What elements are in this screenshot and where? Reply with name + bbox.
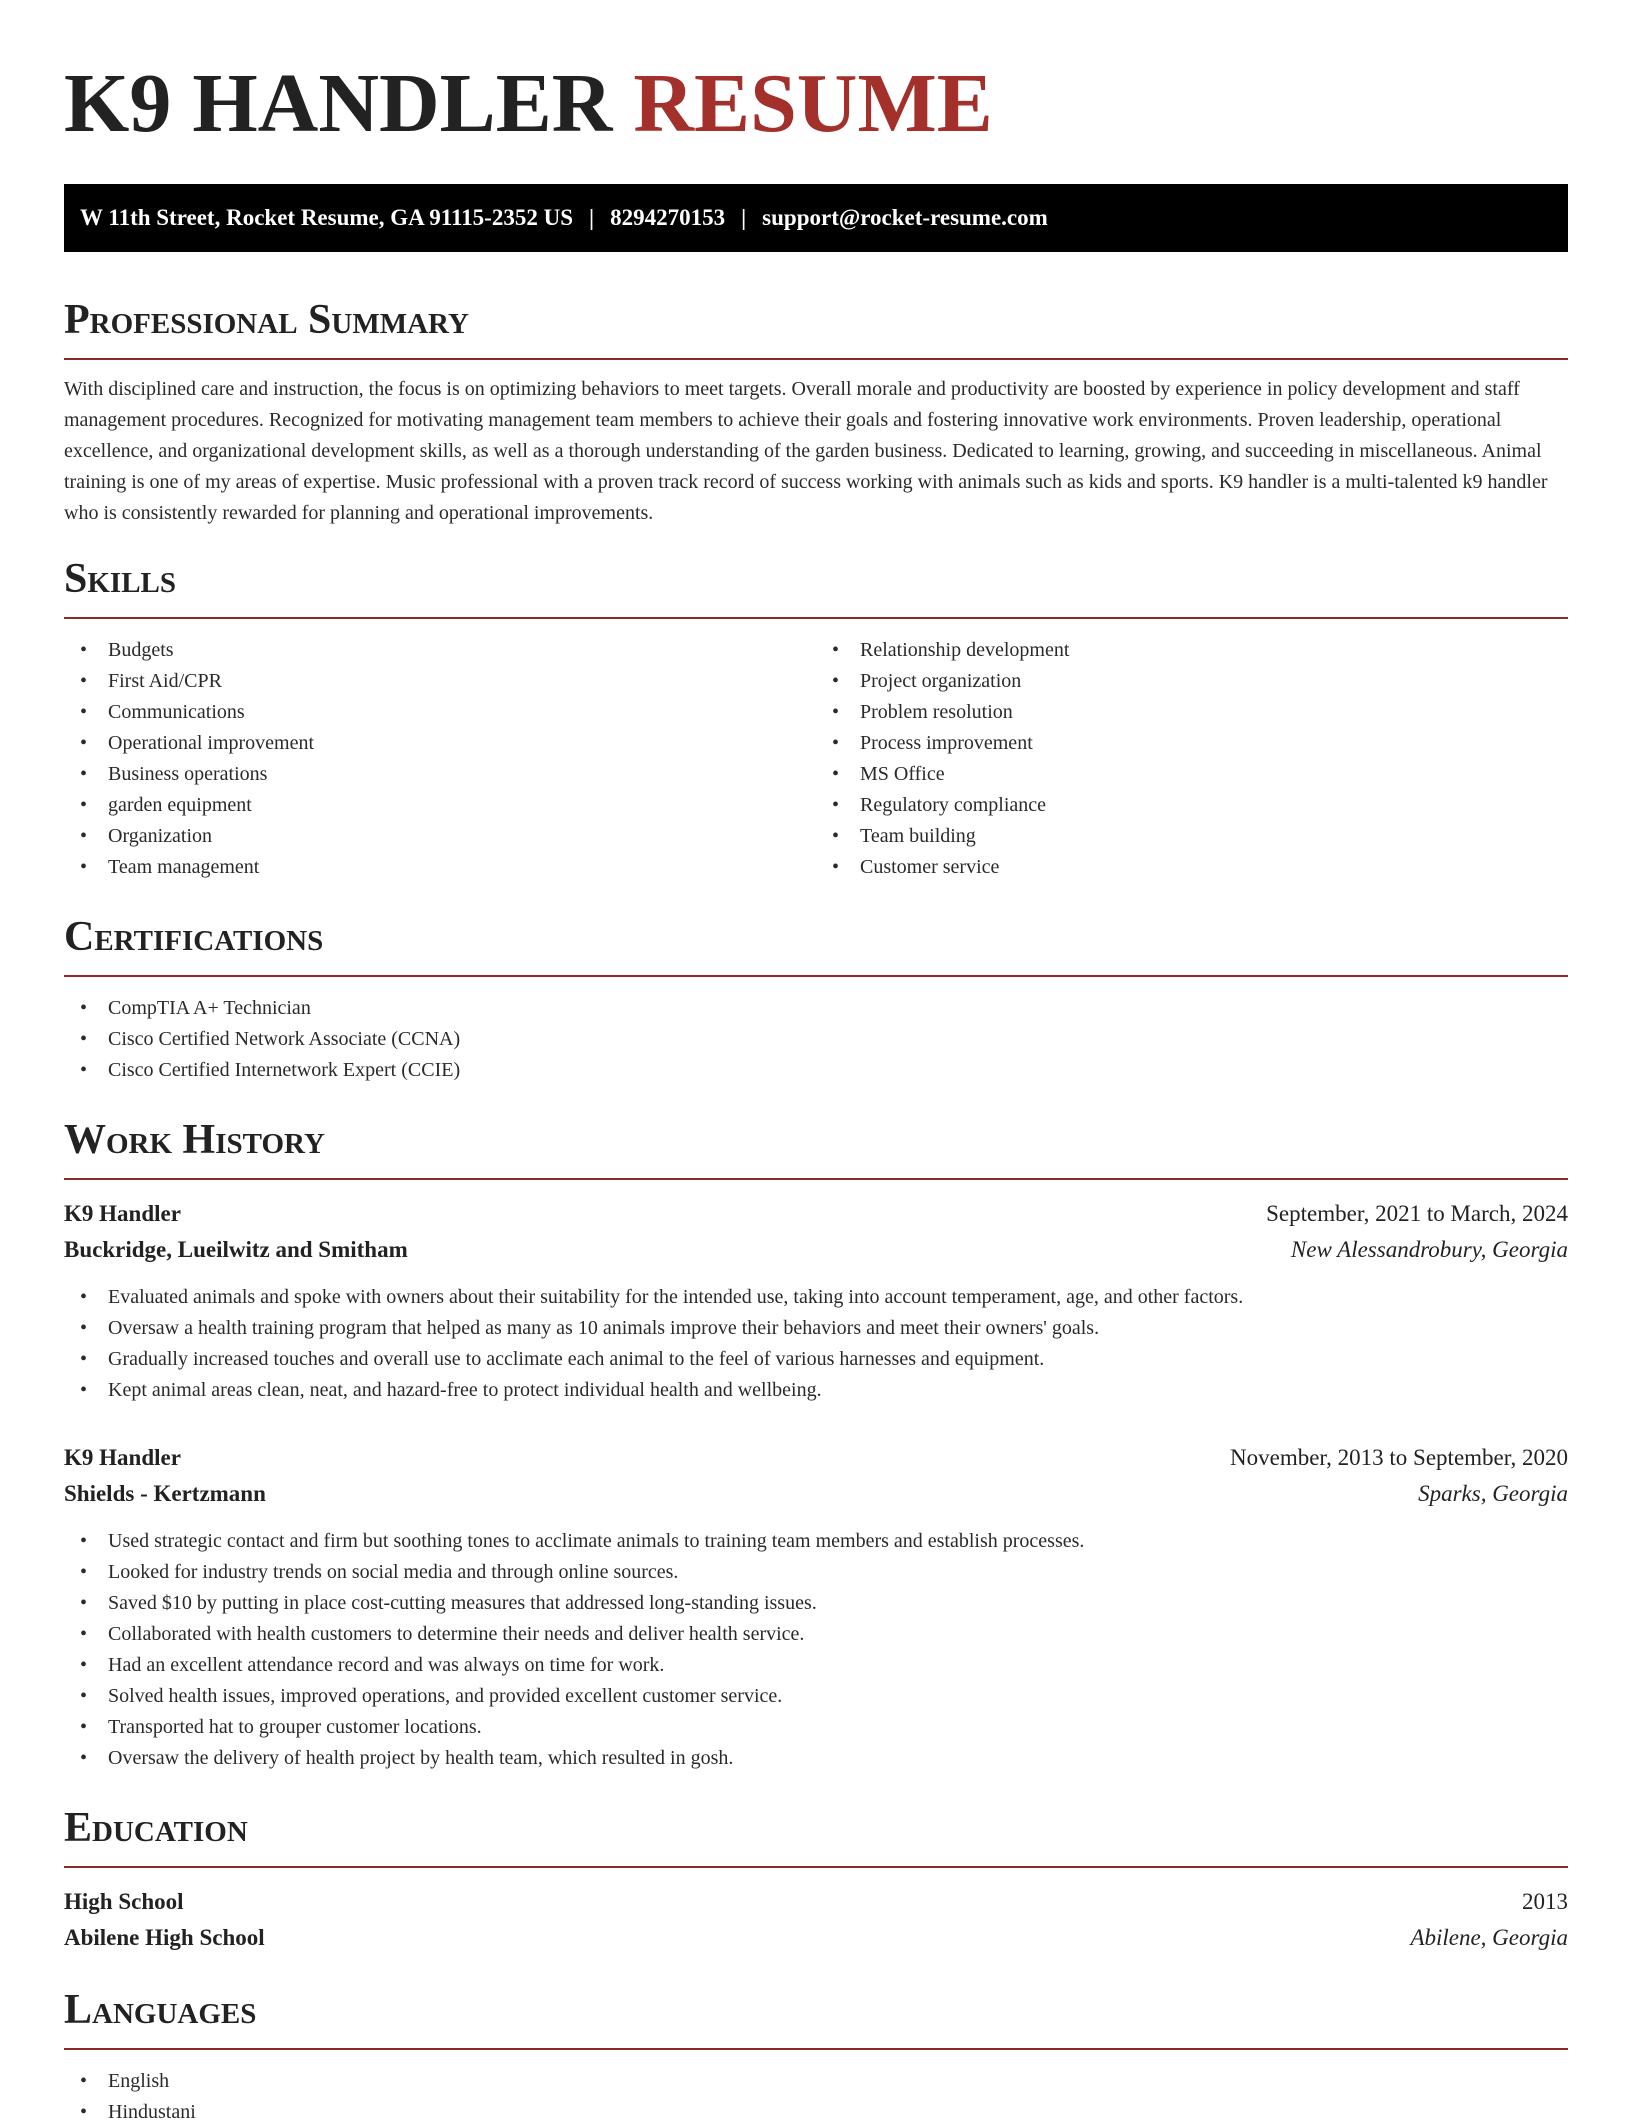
section-heading-skills: Skills xyxy=(64,555,1568,619)
job-company: Shields - Kertzmann xyxy=(64,1481,266,1506)
job-title: K9 Handler xyxy=(64,1201,181,1226)
education-location: Abilene, Georgia xyxy=(1410,1925,1568,1950)
contact-bar xyxy=(64,184,1568,252)
skills-section xyxy=(64,555,1568,883)
education-year: 2013 xyxy=(1522,1889,1568,1914)
skill-item: • Budgets xyxy=(64,635,816,666)
summary-text: With disciplined care and instruction, the focus is on optimizing behaviors to meet targets. Overall morale and productivity are boosted by experience in policy development and staff management procedures. Recognized for motivating management team members to achieve their goals and fostering innovative work environments. Proven leadership, operational excellence, and organizational development skills, as well as a thorough understanding of the garden business. Dedicated to learning, growing, and succeeding in miscellaneous. Animal training is one of my areas of expertise. Music professional with a proven track record of success working with animals such as kids and sports. K9 handler is a multi-talented k9 handler who is consistently rewarded for planning and operational improvements. xyxy=(64,378,1548,524)
skills-columns xyxy=(64,619,1568,883)
skill-item: • garden equipment xyxy=(64,790,816,821)
skill-item: • Process improvement xyxy=(816,728,1568,759)
job-duty: • Evaluated animals and spoke with owners about their suitability for the intended use, taking into account temperament, age, and other factors. xyxy=(64,1282,1568,1313)
education-degree-row xyxy=(64,1884,1568,1920)
skill-item: • Regulatory compliance xyxy=(816,790,1568,821)
job-duty: • Oversaw a health training program that helped as many as 10 animals improve their behaviors and meet their owners' goals. xyxy=(64,1313,1568,1344)
skill-item: • Problem resolution xyxy=(816,697,1568,728)
job-title-row xyxy=(64,1440,1568,1476)
job-duty: • Collaborated with health customers to determine their needs and deliver health service. xyxy=(64,1619,1568,1650)
job-duty: • Kept animal areas clean, neat, and hazard-free to protect individual health and wellbeing. xyxy=(64,1375,1568,1406)
skill-item: • First Aid/CPR xyxy=(64,666,816,697)
section-heading-certifications: Certifications xyxy=(64,913,1568,977)
skill-item: • Team building xyxy=(816,821,1568,852)
certification-item: • Cisco Certified Network Associate (CCNA) xyxy=(64,1024,1568,1055)
section-heading-languages: Languages xyxy=(64,1986,1568,2050)
certifications-list xyxy=(64,993,1568,1086)
job-entry xyxy=(64,1196,1568,1406)
section-heading-education: Education xyxy=(64,1804,1568,1868)
skill-item: • Organization xyxy=(64,821,816,852)
certifications-section xyxy=(64,913,1568,1086)
job-company-row xyxy=(64,1232,1568,1268)
certification-item: • Cisco Certified Internetwork Expert (CCIE) xyxy=(64,1055,1568,1086)
job-duty: • Used strategic contact and firm but soothing tones to acclimate animals to training team members and establish processes. xyxy=(64,1526,1568,1557)
job-title: K9 Handler xyxy=(64,1445,181,1470)
education-degree: High School xyxy=(64,1889,184,1914)
section-heading-work-history: Work History xyxy=(64,1116,1568,1180)
section-heading-summary: Professional Summary xyxy=(64,296,1568,360)
skill-item: • Project organization xyxy=(816,666,1568,697)
job-company: Buckridge, Lueilwitz and Smitham xyxy=(64,1237,408,1262)
education-section xyxy=(64,1804,1568,1956)
job-dates: November, 2013 to September, 2020 xyxy=(1230,1445,1568,1470)
job-duty: • Solved health issues, improved operations, and provided excellent customer service. xyxy=(64,1681,1568,1712)
job-duty: • Gradually increased touches and overall use to acclimate each animal to the feel of various harnesses and equipment. xyxy=(64,1344,1568,1375)
contact-separator: | xyxy=(741,205,747,230)
job-duty: • Looked for industry trends on social media and through online sources. xyxy=(64,1557,1568,1588)
job-duty: • Transported hat to grouper customer locations. xyxy=(64,1712,1568,1743)
skill-item: • MS Office xyxy=(816,759,1568,790)
job-duty: • Oversaw the delivery of health project by health team, which resulted in gosh. xyxy=(64,1743,1568,1774)
job-duty: • Saved $10 by putting in place cost-cutting measures that addressed long-standing issues. xyxy=(64,1588,1568,1619)
skills-list-left xyxy=(64,635,816,883)
certification-item: • CompTIA A+ Technician xyxy=(64,993,1568,1024)
skill-item: • Business operations xyxy=(64,759,816,790)
education-school: Abilene High School xyxy=(64,1925,265,1950)
language-item: • English xyxy=(64,2066,1568,2097)
job-location: New Alessandrobury, Georgia xyxy=(1290,1237,1568,1262)
title-main: K9 HANDLER xyxy=(64,57,613,150)
education-school-row xyxy=(64,1920,1568,1956)
education-entry xyxy=(64,1884,1568,1956)
job-entry xyxy=(64,1440,1568,1774)
summary-section xyxy=(64,296,1568,529)
skill-item: • Operational improvement xyxy=(64,728,816,759)
job-title-row xyxy=(64,1196,1568,1232)
language-item: • Hindustani xyxy=(64,2097,1568,2128)
job-duties-list xyxy=(64,1526,1568,1774)
job-duty: • Had an excellent attendance record and was always on time for work. xyxy=(64,1650,1568,1681)
job-company-row xyxy=(64,1476,1568,1512)
resume-title xyxy=(64,0,1568,150)
contact-address: W 11th Street, Rocket Resume, GA 91115-2352 US xyxy=(80,205,573,230)
work-history-section xyxy=(64,1116,1568,1774)
title-accent: RESUME xyxy=(633,57,993,150)
skill-item: • Relationship development xyxy=(816,635,1568,666)
job-location: Sparks, Georgia xyxy=(1418,1481,1568,1506)
languages-section xyxy=(64,1986,1568,2128)
contact-separator: | xyxy=(589,205,595,230)
skill-item: • Team management xyxy=(64,852,816,883)
skills-list-right xyxy=(816,635,1568,883)
contact-email: support@rocket-resume.com xyxy=(762,205,1048,230)
job-duties-list xyxy=(64,1282,1568,1406)
job-dates: September, 2021 to March, 2024 xyxy=(1266,1201,1568,1226)
contact-phone: 8294270153 xyxy=(610,205,726,230)
skill-item: • Customer service xyxy=(816,852,1568,883)
skill-item: • Communications xyxy=(64,697,816,728)
languages-list xyxy=(64,2066,1568,2128)
